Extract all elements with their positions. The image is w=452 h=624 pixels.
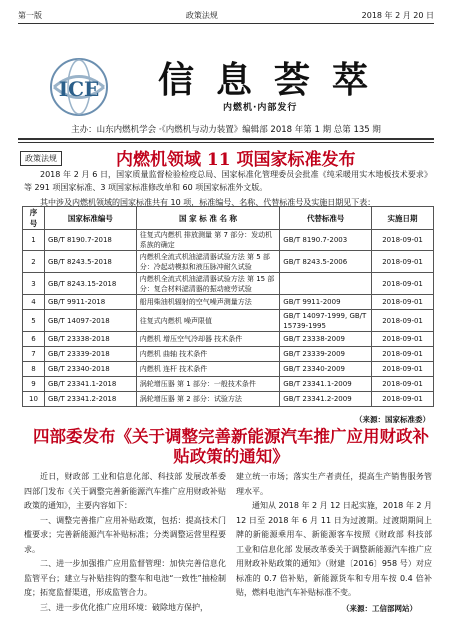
table-cell-standard-name: 内燃机 连杆 技术条件 bbox=[136, 362, 280, 377]
table-cell-standard-number: GB/T 23341.2-2018 bbox=[44, 392, 136, 407]
ice-logo-icon bbox=[48, 56, 110, 118]
article2-right-column bbox=[236, 470, 432, 601]
table-cell-row-number: 3 bbox=[23, 273, 45, 295]
article2-source: （来源：工信部网站） bbox=[342, 604, 417, 613]
publication-title: 信息荟萃 bbox=[158, 59, 391, 101]
table-cell-standard-name: 内燃机全流式机油滤清器试验方法 第 5 部分：冷起动模拟和液压脉冲耐久试验 bbox=[136, 251, 280, 273]
table-row bbox=[23, 273, 434, 295]
article2-paragraph: 建立统一市场；落实生产者责任，提高生产销售服务管理水平。 bbox=[236, 472, 432, 496]
issue-date: 2018 年 2 月 20 日 bbox=[361, 11, 434, 20]
article2-left-column bbox=[24, 470, 226, 615]
table-cell-standard-number: GB/T 23339-2018 bbox=[44, 347, 136, 362]
table-cell-row-number: 2 bbox=[23, 251, 45, 273]
table-cell-replaced-standard: GB/T 14097-1999, GB/T 15739-1995 bbox=[280, 310, 372, 332]
table-cell-effective-date: 2018-09-01 bbox=[372, 230, 434, 251]
publisher-text: 主办：山东内燃机学会 ·《内燃机与动力装置》编辑部 2018 年第 1 期 总第 135 期 bbox=[71, 125, 381, 135]
table-row bbox=[23, 230, 434, 251]
table-cell-effective-date: 2018-09-01 bbox=[372, 392, 434, 407]
table-cell-effective-date: 2018-09-01 bbox=[372, 362, 434, 377]
table-cell-effective-date: 2018-09-01 bbox=[372, 310, 434, 332]
table-cell-effective-date: 2018-09-01 bbox=[372, 377, 434, 392]
table-cell-replaced-standard: GB/T 23339-2009 bbox=[280, 347, 372, 362]
standards-table bbox=[22, 206, 434, 407]
article1-headline: 内燃机领域 11 项国家标准发布 bbox=[116, 150, 356, 170]
table-cell-row-number: 8 bbox=[23, 362, 45, 377]
table-cell-standard-name: 往复式内燃机 排放测量 第 7 部分：发动机系族的确定 bbox=[136, 230, 280, 251]
table-row bbox=[23, 362, 434, 377]
table-cell-replaced-standard bbox=[280, 273, 372, 295]
table-cell-row-number: 10 bbox=[23, 392, 45, 407]
table-cell-replaced-standard: GB/T 8243.5-2006 bbox=[280, 251, 372, 273]
table-row bbox=[23, 295, 434, 310]
table-cell-standard-name: 内燃机 增压空气冷却器 技术条件 bbox=[136, 332, 280, 347]
table-cell-row-number: 9 bbox=[23, 377, 45, 392]
table-header: 国家标准编号 bbox=[44, 207, 136, 230]
article2-paragraph: 通知从 2018 年 2 月 12 日起实施，2018 年 2 月 12 日至 2018 年 6 月 11 日为过渡期。过渡期期间上牌的新能源乘用车、新能源客车按照《财政部 科技部 工业和信息化部 发展改革委关于调整新能源汽车推广应用财政补贴政策的通知》（财建〔2016〕958 号）对应标准的 0.7 倍补贴，新能源货车和专用车按 0.4 倍补贴，燃料电池汽车补贴标准不变。 bbox=[236, 501, 432, 597]
table-row bbox=[23, 310, 434, 332]
table-cell-effective-date: 2018-09-01 bbox=[372, 251, 434, 273]
table-cell-replaced-standard: GB/T 23341.2-2009 bbox=[280, 392, 372, 407]
table-cell-standard-number: GB/T 23341.1-2018 bbox=[44, 377, 136, 392]
table-cell-standard-number: GB/T 8243.15-2018 bbox=[44, 273, 136, 295]
table-cell-standard-name: 涡轮增压器 第 1 部分：一般技术条件 bbox=[136, 377, 280, 392]
table-cell-standard-name: 涡轮增压器 第 2 部分：试验方法 bbox=[136, 392, 280, 407]
page-header bbox=[18, 8, 434, 24]
table-row bbox=[23, 377, 434, 392]
table-cell-row-number: 5 bbox=[23, 310, 45, 332]
table-cell-standard-number: GB/T 23338-2018 bbox=[44, 332, 136, 347]
table-cell-standard-name: 内燃机 曲轴 技术条件 bbox=[136, 347, 280, 362]
column-name: 政策法规 bbox=[185, 11, 218, 20]
table-cell-replaced-standard: GB/T 23340-2009 bbox=[280, 362, 372, 377]
table-cell-effective-date: 2018-09-01 bbox=[372, 273, 434, 295]
section-tag: 政策法规 bbox=[20, 151, 62, 166]
table-header: 实施日期 bbox=[372, 207, 434, 230]
table-cell-standard-number: GB/T 8190.7-2018 bbox=[44, 230, 136, 251]
table-cell-standard-name: 往复式内燃机 噪声限值 bbox=[136, 310, 280, 332]
table-header: 代替标准号 bbox=[280, 207, 372, 230]
table-cell-standard-name: 内燃机全流式机油滤清器试验方法 第 15 部分：复合材料滤清器的振动疲劳试验 bbox=[136, 273, 280, 295]
table-cell-standard-number: GB/T 23340-2018 bbox=[44, 362, 136, 377]
table-header: 国 家 标 准 名 称 bbox=[136, 207, 280, 230]
table-cell-standard-name: 船用柴油机辐射的空气噪声测量方法 bbox=[136, 295, 280, 310]
masthead bbox=[18, 28, 434, 120]
article2-paragraph: 近日，财政部 工业和信息化部、科技部 发展改革委四部门发布《关于调整完善新能源汽车推广应用财政补贴政策的通知》，主要内容如下： bbox=[24, 472, 226, 510]
table-cell-replaced-standard: GB/T 8190.7-2003 bbox=[280, 230, 372, 251]
table-cell-row-number: 7 bbox=[23, 347, 45, 362]
publication-subtitle: 内燃机·内部发行 bbox=[223, 103, 298, 113]
publisher-info bbox=[18, 122, 434, 140]
article2-headline: 四部委发布《关于调整完善新能源汽车推广应用财政补贴政策的通知》 bbox=[33, 427, 429, 466]
article1-paragraph: 2018 年 2 月 6 日，国家质量监督检验检疫总局、国家标准化管理委员会批准《纯采暖用实木地板技术要求》等 291 项国家标准、3 项国家标准修改单和 60 项国家标准外文版。 bbox=[24, 170, 432, 192]
table-cell-effective-date: 2018-09-01 bbox=[372, 347, 434, 362]
table-cell-effective-date: 2018-09-01 bbox=[372, 332, 434, 347]
table-cell-effective-date: 2018-09-01 bbox=[372, 295, 434, 310]
table-cell-row-number: 1 bbox=[23, 230, 45, 251]
page-number: 第一版 bbox=[18, 11, 42, 20]
table-row bbox=[23, 251, 434, 273]
table-cell-row-number: 6 bbox=[23, 332, 45, 347]
table-cell-replaced-standard: GB/T 23338-2009 bbox=[280, 332, 372, 347]
table-cell-standard-number: GB/T 9911-2018 bbox=[44, 295, 136, 310]
table-cell-standard-number: GB/T 14097-2018 bbox=[44, 310, 136, 332]
table-header: 序号 bbox=[23, 207, 45, 230]
article1-paragraph: 其中涉及内燃机领域的国家标准共有 10 项，标准编号、名称、代替标准号及实施日期见下表： bbox=[40, 198, 376, 207]
table-row bbox=[23, 332, 434, 347]
article2-paragraph: 一、调整完善推广应用补贴政策，包括：提高技术门槛要求；完善新能源汽车补贴标准；分类调整运营里程要求。 bbox=[24, 515, 226, 554]
table-header-row bbox=[23, 207, 434, 230]
article2-paragraph: 二、进一步加强推广应用监督管理：加快完善信息化监管平台；建立与补贴挂钩的整车和电池“一致性”抽检制度；拓宽监督渠道，形成监管合力。 bbox=[24, 559, 226, 597]
article1-source: （来源：国家标准委） bbox=[355, 415, 430, 424]
table-row bbox=[23, 392, 434, 407]
table-cell-row-number: 4 bbox=[23, 295, 45, 310]
divider bbox=[18, 142, 434, 143]
table-row bbox=[23, 347, 434, 362]
article2-paragraph: 三、进一步优化推广应用环境：破除地方保护， bbox=[40, 602, 208, 612]
table-cell-replaced-standard: GB/T 23341.1-2009 bbox=[280, 377, 372, 392]
table-cell-replaced-standard: GB/T 9911-2009 bbox=[280, 295, 372, 310]
table-cell-standard-number: GB/T 8243.5-2018 bbox=[44, 251, 136, 273]
logo-text: ICE bbox=[58, 77, 100, 101]
